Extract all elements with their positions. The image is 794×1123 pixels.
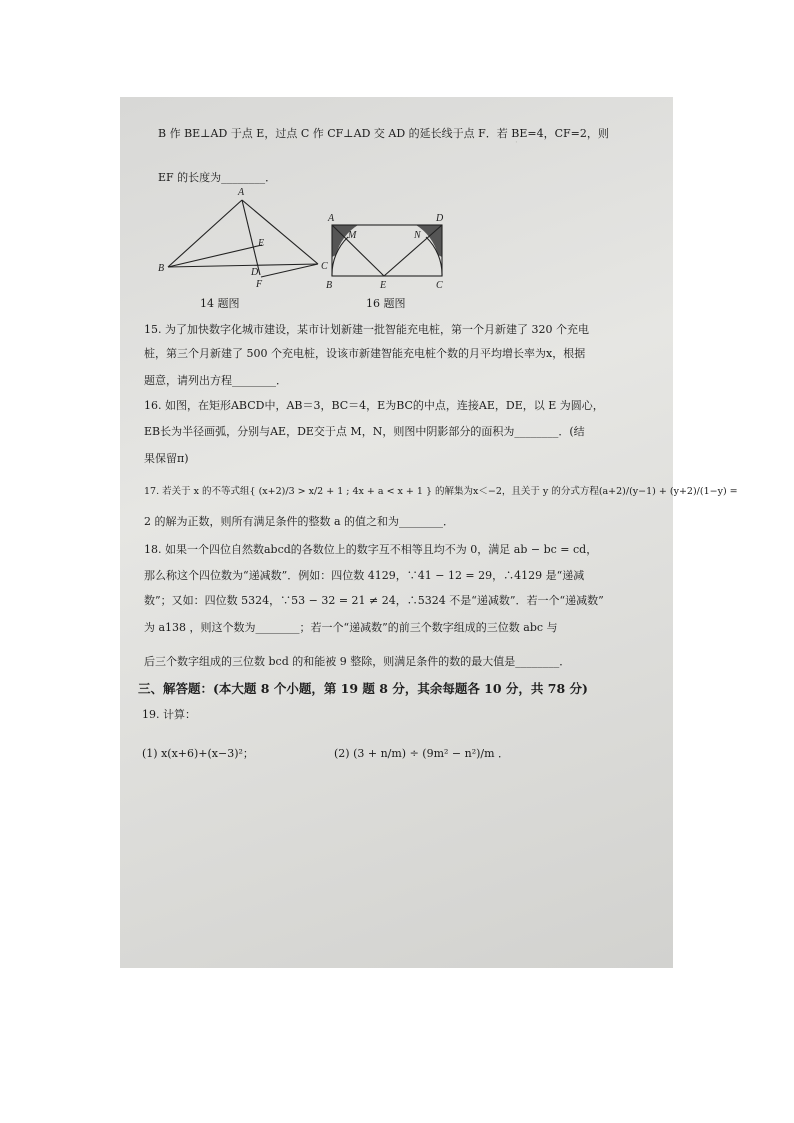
question-15: 题意，请列出方程________．	[144, 374, 287, 387]
fig16-label: E	[380, 280, 387, 291]
fig14-label: E	[258, 238, 265, 249]
fig14-label: A	[238, 187, 245, 198]
fig16-label: N	[414, 230, 421, 241]
question-16: 果保留π)	[144, 452, 189, 465]
question-16: 16. 如图，在矩形ABCD中，AB＝3，BC＝4，E为BC的中点，连接AE，DE，以 E 为圆心，	[144, 399, 604, 412]
text-line: B 作 BE⊥AD 于点 E，过点 C 作 CF⊥AD 交 AD 的延长线于点 F．若 BE=4，CF=2，则	[158, 127, 609, 140]
question-19-part1: (1) x(x+6)+(x−3)²；	[142, 747, 254, 760]
fig16-label: B	[326, 280, 333, 291]
fig16-label: D	[436, 213, 444, 224]
question-18: 18. 如果一个四位自然数abcd的各数位上的数字互不相等且均不为 0，满足 ab − bc = cd，	[144, 543, 598, 556]
figure-14	[168, 200, 318, 277]
fig16-label: M	[348, 230, 357, 241]
figure-16	[326, 213, 444, 291]
question-18: 数”；又如：四位数 5324，∵53 − 32 = 21 ≠ 24，∴5324 不是“递减数”．若一个“递减数”	[144, 594, 604, 607]
question-17: 17. 若关于 x 的不等式组{ (x+2)/3 > x/2 + 1 ; 4x + a < x + 1 } 的解集为x＜−2，且关于 y 的分式方程(a+2)/(y−1) + (y+2)/(1−y) =	[144, 486, 738, 497]
fig14-label: F	[256, 279, 263, 290]
fig14-label: D	[251, 267, 259, 278]
figure-caption: 16 题图	[366, 297, 406, 310]
scanned-page	[120, 97, 738, 968]
question-16: EB长为半径画弧，分别与AE，DE交于点 M，N，则图中阴影部分的面积为________．(结	[144, 425, 585, 438]
fig16-label: C	[436, 280, 443, 291]
section-heading: 三、解答题：(本大题 8 个小题，第 19 题 8 分，其余每题各 10 分，共 78 分)	[138, 681, 588, 696]
question-17: 2 的解为正数，则所有满足条件的整数 a 的值之和为________．	[144, 515, 455, 528]
fig14-label: C	[321, 261, 328, 272]
question-15: 15. 为了加快数字化城市建设，某市计划新建一批智能充电桩，第一个月新建了 320 个充电	[144, 323, 589, 336]
question-19-part2: (2) (3 + n/m) ÷ (9m² − n²)/m ．	[334, 747, 510, 760]
question-18: 为 a138 ，则这个数为________；若一个“递减数”的前三个数字组成的三位数 abc 与	[144, 621, 558, 634]
question-18: 后三个数字组成的三位数 bcd 的和能被 9 整除，则满足条件的数的最大值是________．	[144, 655, 571, 668]
bleed-text: ·	[515, 138, 518, 148]
text-line: EF 的长度为________．	[158, 171, 277, 184]
question-18: 那么称这个四位数为“递减数”．例如：四位数 4129，∵41 − 12 = 29，∴4129 是“递减	[144, 569, 585, 582]
geometry-figures	[120, 97, 673, 968]
question-15: 桩，第三个月新建了 500 个充电桩，设该市新建智能充电桩个数的月平均增长率为x，根据	[144, 347, 586, 360]
question-19: 19. 计算：	[142, 708, 196, 721]
figure-caption: 14 题图	[200, 297, 240, 310]
fig14-label: B	[158, 263, 165, 274]
fig16-label: A	[328, 213, 335, 224]
